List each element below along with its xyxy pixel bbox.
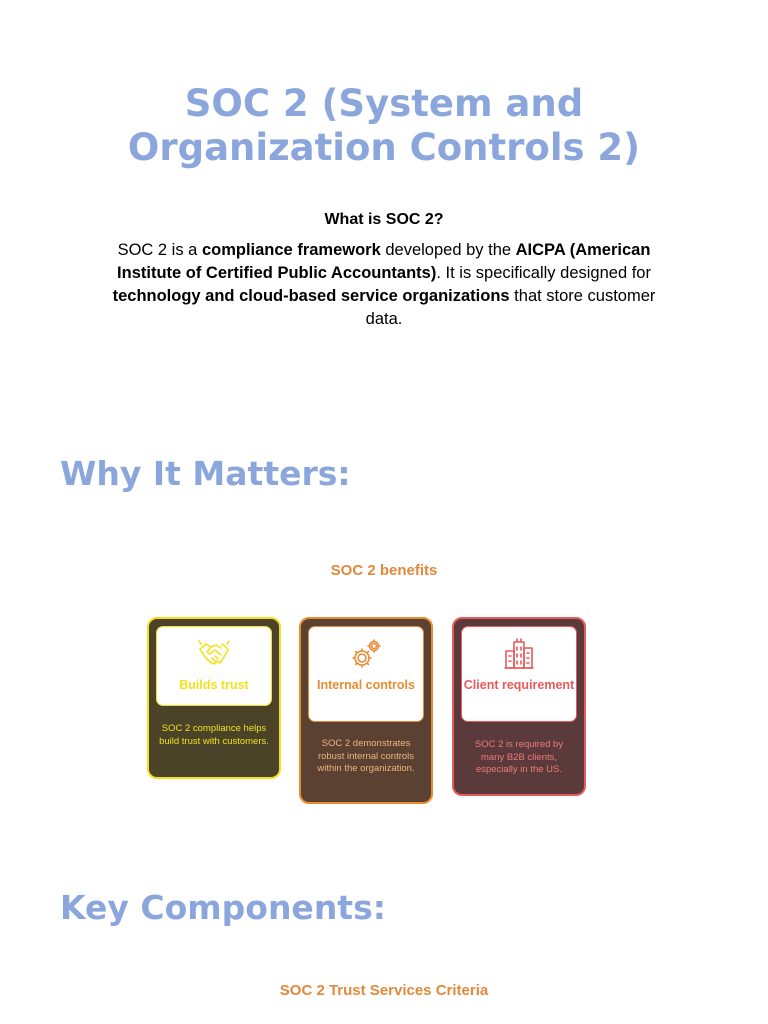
intro-bold-1: compliance framework <box>201 241 381 259</box>
benefit-card-label: Internal controls <box>317 678 415 692</box>
benefit-card-label: Builds trust <box>179 678 249 692</box>
benefit-card-header <box>461 626 577 722</box>
benefit-card-header <box>308 626 424 722</box>
benefit-card-description: SOC 2 is required by many B2B clients, especially in the US. <box>474 739 564 775</box>
key-components-heading: Key Components: <box>60 888 386 927</box>
benefit-card-internal-controls <box>299 617 433 804</box>
intro-bold-3: technology and cloud-based service organizations <box>112 287 510 305</box>
benefits-title: SOC 2 benefits <box>330 562 438 579</box>
intro-bold-2: AICPA (American Institute of Certified Public Accountants) <box>117 241 651 282</box>
page-title <box>0 82 768 170</box>
intro-paragraph <box>104 239 664 331</box>
benefit-card-description: SOC 2 compliance helps build trust with customers. <box>159 723 269 747</box>
intro-question: What is SOC 2? <box>324 211 444 228</box>
handshake-icon <box>197 637 231 671</box>
page-title-line-1: SOC 2 (System and <box>184 82 584 125</box>
trust-services-criteria-title: SOC 2 Trust Services Criteria <box>279 982 489 999</box>
why-heading: Why It Matters: <box>60 454 351 493</box>
benefit-card-builds-trust <box>147 617 281 779</box>
intro-text-1: SOC 2 is a <box>117 241 202 259</box>
benefit-card-client-requirement <box>452 617 586 796</box>
page-title-line-2: Organization Controls 2) <box>127 126 641 169</box>
benefit-card-header <box>156 626 272 706</box>
gears-icon <box>349 637 383 671</box>
intro-text-4: that store customer data. <box>365 287 656 328</box>
benefit-card-description: SOC 2 demonstrates robust internal controls within the organization. <box>317 738 415 774</box>
intro-text-3: . It is specifically designed for <box>436 264 651 282</box>
benefit-card-label: Client requirement <box>463 678 575 692</box>
intro-text-2: developed by the <box>380 241 516 259</box>
buildings-icon <box>502 637 536 671</box>
